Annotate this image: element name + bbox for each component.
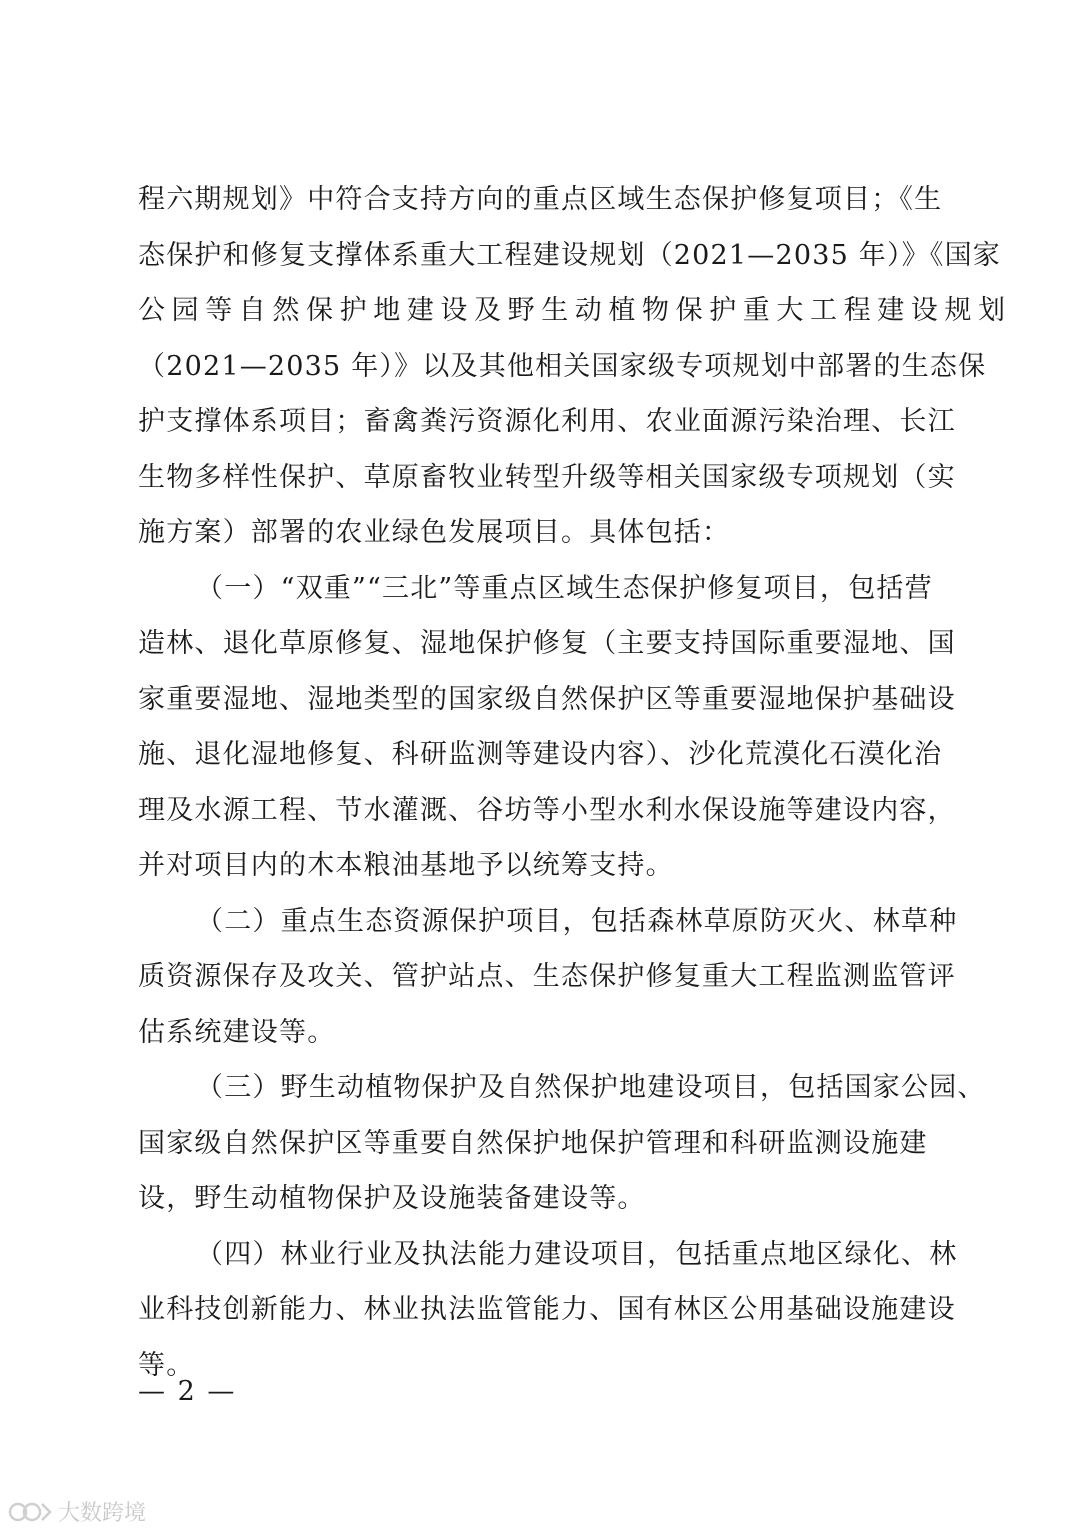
text-line: 公园等自然保护地建设及野生动植物保护重大工程建设规划 <box>138 295 1012 326</box>
text-line: 理及水源工程、节水灌溉、谷坊等小型水利水保设施等建设内容， <box>138 794 956 826</box>
watermark <box>8 1496 146 1527</box>
text-line: 并对项目内的木本粮油基地予以统筹支持。 <box>138 850 674 881</box>
text-line: （四）林业行业及执法能力建设项目，包括重点地区绿化、林 <box>196 1238 958 1270</box>
text-line: 施、退化湿地修复、科研监测等建设内容）、沙化荒漠化石漠化治 <box>138 739 943 770</box>
text-line: 业科技创新能力、林业执法监管能力、国有林区公用基础设施建设 <box>138 1294 956 1325</box>
text-line: 等。 <box>138 1349 195 1381</box>
page-number: — 2 — <box>138 1376 237 1407</box>
text-line: 施方案）部署的农业绿色发展项目。具体包括： <box>138 517 731 548</box>
text-line: 设，野生动植物保护及设施装备建设等。 <box>138 1183 646 1214</box>
text-line: 质资源保存及攻关、管护站点、生态保护修复重大工程监测监管评 <box>138 961 956 992</box>
text-line: 家重要湿地、湿地类型的国家级自然保护区等重要湿地保护基础设 <box>138 683 956 715</box>
logo-icon <box>8 1499 52 1525</box>
text-line: 造林、退化草原修复、湿地保护修复（主要支持国际重要湿地、国 <box>138 628 956 659</box>
text-line: 护支撑体系项目；畜禽粪污资源化利用、农业面源污染治理、长江 <box>138 406 956 437</box>
paragraph-item-4 <box>138 1227 958 1394</box>
text-line: 生物多样性保护、草原畜牧业转型升级等相关国家级专项规划（实 <box>138 461 956 493</box>
document-body <box>138 172 1012 1393</box>
text-line: 程六期规划》中符合支持方向的重点区域生态保护修复项目；《生 <box>138 184 943 215</box>
paragraph-item-2 <box>138 894 958 1061</box>
text-line: （三）野生动植物保护及自然保护地建设项目，包括国家公园、 <box>196 1072 986 1103</box>
text-line: （2021—2035 年）》以及其他相关国家级专项规划中部署的生态保 <box>138 350 987 382</box>
watermark-text: 大数跨境 <box>58 1501 147 1526</box>
text-line: （二）重点生态资源保护项目，包括森林草原防灭火、林草种 <box>196 905 958 937</box>
text-line: 国家级自然保护区等重要自然保护地保护管理和科研监测设施建 <box>138 1127 928 1159</box>
text-line: 估系统建设等。 <box>138 1016 336 1048</box>
text-line: 态保护和修复支撑体系重大工程建设规划（2021—2035 年）》《国家 <box>138 239 1002 271</box>
text-line: （一）“双重”“三北”等重点区域生态保护修复项目，包括营 <box>196 572 933 604</box>
paragraph-item-3 <box>138 1060 986 1227</box>
paragraph-item-1 <box>138 561 956 894</box>
paragraph-intro <box>138 172 1012 561</box>
